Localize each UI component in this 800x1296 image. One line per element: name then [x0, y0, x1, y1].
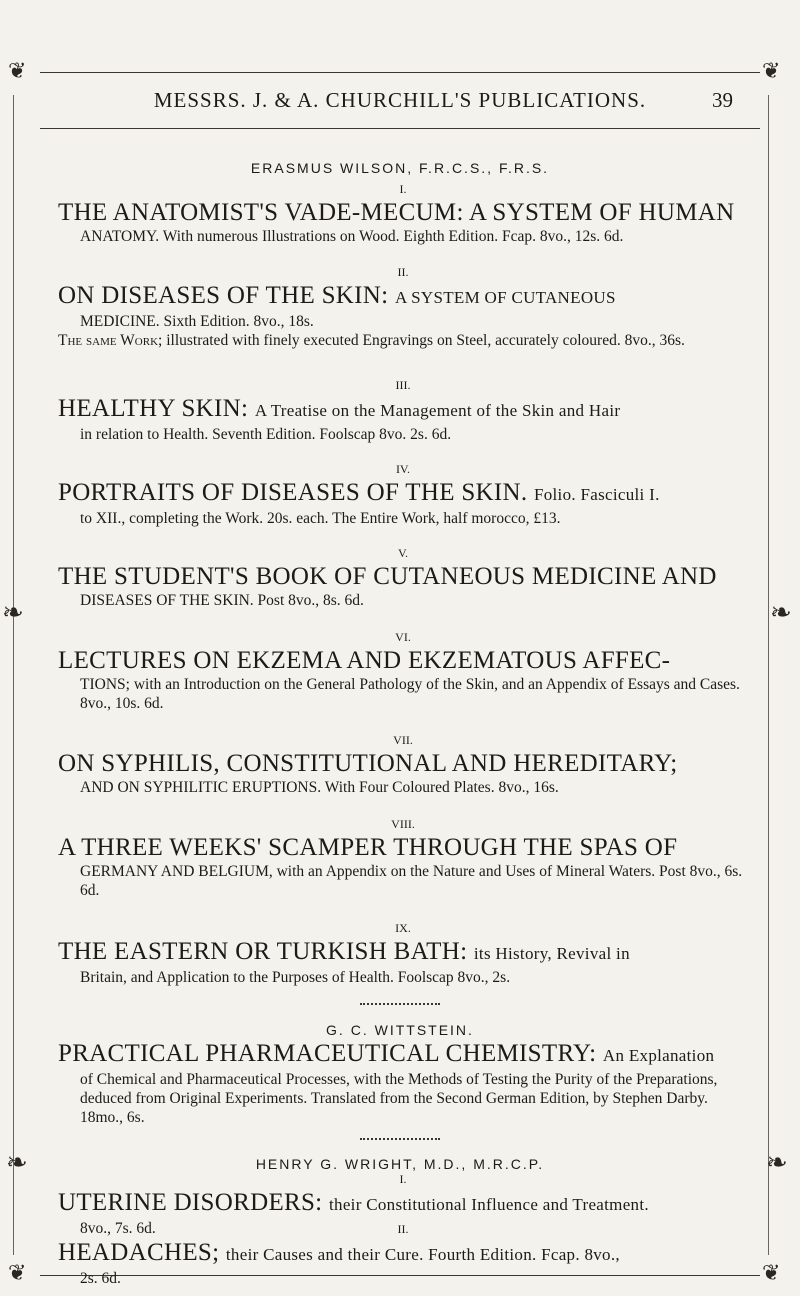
corner-ornament-icon: ❦ — [762, 1260, 781, 1285]
entry-subtitle: their Causes and their Cure. Fourth Edition. Fcap. 8vo., — [225, 1245, 620, 1264]
catalogue-entry — [58, 817, 748, 900]
entry-description: in relation to Health. Seventh Edition. Foolscap 8vo. 2s. 6d. — [80, 426, 452, 443]
entry-subtitle: Folio. Fasciculi I. — [533, 485, 660, 504]
entry-description: to XII., completing the Work. 20s. each. The Entire Work, half morocco, £13. — [80, 510, 561, 527]
entry-title: LECTURES ON EKZEMA AND EKZEMATOUS AFFEC- — [58, 647, 671, 674]
author-heading: ERASMUS WILSON, F.R.C.S., F.R.S. — [250, 160, 550, 176]
catalogue-entry — [58, 921, 748, 987]
entry-title: HEALTHY SKIN: — [58, 395, 249, 422]
catalogue-entry — [58, 265, 748, 350]
entry-description: GERMANY AND BELGIUM, with an Appendix on the Nature and Uses of Mineral Waters. Post 8vo., 6s. 6d. — [80, 863, 743, 899]
catalogue-entry — [58, 462, 748, 528]
catalogue-entry — [58, 182, 748, 246]
entry-number: VIII. — [391, 817, 415, 831]
corner-ornament-icon: ❦ — [8, 1260, 27, 1285]
entry-description: Britain, and Application to the Purposes of Health. Foolscap 8vo., 2s. — [80, 969, 511, 986]
entry-number: II. — [397, 265, 409, 279]
side-ornament-icon: ❧ — [770, 598, 792, 627]
catalogue-entry — [58, 630, 748, 713]
corner-ornament-icon: ❦ — [762, 58, 781, 83]
author-heading: HENRY G. WRIGHT, M.D., M.R.C.P. — [255, 1156, 545, 1172]
catalogue-entry — [58, 546, 748, 610]
entry-number: VII. — [393, 733, 413, 747]
entry-title: A THREE WEEKS' SCAMPER THROUGH THE SPAS OF — [58, 834, 678, 861]
entry-subtitle: A Treatise on the Management of the Skin and Hair — [254, 401, 621, 420]
entry-subtitle: its History, Revival in — [473, 944, 630, 963]
entry-title: ON DISEASES OF THE SKIN: — [58, 282, 389, 309]
corner-ornament-icon: ❦ — [8, 58, 27, 83]
running-header: MESSRS. J. & A. CHURCHILL'S PUBLICATIONS. — [153, 88, 647, 112]
entry-title: UTERINE DISORDERS: — [58, 1189, 323, 1216]
entry-subtitle: An Explanation — [602, 1046, 715, 1065]
catalogue-entry — [58, 733, 748, 797]
entry-number: VI. — [395, 630, 411, 644]
left-border-rule — [13, 95, 14, 1255]
entry-description: TIONS; with an Introduction on the General Pathology of the Skin, and an Appendix of Essays and Cases. 8vo., 10s. 6d. — [80, 676, 740, 712]
entry-title: PORTRAITS OF DISEASES OF THE SKIN. — [58, 479, 528, 506]
entry-description: 2s. 6d. — [80, 1270, 121, 1287]
entry-subtitle: their Constitutional Influence and Treatment. — [329, 1195, 649, 1214]
entry-title: THE STUDENT'S BOOK OF CUTANEOUS MEDICINE AND — [58, 563, 717, 590]
entry-number: II. — [397, 1222, 409, 1236]
side-ornament-icon: ❧ — [766, 1148, 788, 1177]
entry-title: THE ANATOMIST'S VADE-MECUM: A SYSTEM OF HUMAN — [58, 199, 735, 226]
entry-title: ON SYPHILIS, CONSTITUTIONAL AND HEREDITARY; — [58, 750, 678, 777]
entry-title: PRACTICAL PHARMACEUTICAL CHEMISTRY: — [58, 1040, 597, 1067]
catalogue-entry — [58, 1040, 748, 1127]
entry-number: III. — [395, 378, 411, 392]
catalogue-entry — [58, 1222, 748, 1288]
entry-number: V. — [397, 546, 409, 560]
side-ornament-icon: ❧ — [6, 1148, 28, 1177]
top-rule — [40, 72, 760, 73]
entry-number: IX. — [395, 921, 411, 935]
entry-description: MEDICINE. Sixth Edition. 8vo., 18s. — [80, 313, 314, 330]
entry-description-extra: illustrated with finely executed Engravings on Steel, accurately coloured. 8vo., 36s. — [166, 332, 685, 349]
entry-number: I. — [399, 1172, 407, 1186]
entry-lead: The same Work; — [58, 332, 163, 349]
entry-description: AND ON SYPHILITIC ERUPTIONS. With Four Coloured Plates. 8vo., 16s. — [80, 779, 559, 796]
page-number: 39 — [712, 88, 733, 112]
entry-title: HEADACHES; — [58, 1239, 220, 1266]
right-border-rule — [768, 95, 769, 1255]
entry-subtitle: A SYSTEM OF CUTANEOUS — [394, 288, 616, 307]
header-rule — [40, 128, 760, 129]
entry-description: of Chemical and Pharmaceutical Processes, with the Methods of Testing the Purity of the Preparations, deduced from Original Experiments. Translated from the Second German Edition, by Stephen Darby. 18mo., 6s. — [80, 1071, 718, 1126]
entry-description: DISEASES OF THE SKIN. Post 8vo., 8s. 6d. — [80, 592, 364, 609]
entry-title: THE EASTERN OR TURKISH BATH: — [58, 938, 468, 965]
section-separator — [360, 1138, 440, 1140]
entry-number: IV. — [395, 462, 411, 476]
side-ornament-icon: ❧ — [2, 598, 24, 627]
entry-number: I. — [399, 182, 407, 196]
entry-description: 8vo., 7s. 6d. — [80, 1220, 156, 1237]
author-heading: G. C. WITTSTEIN. — [326, 1022, 474, 1038]
entry-description: ANATOMY. With numerous Illustrations on Wood. Eighth Edition. Fcap. 8vo., 12s. 6d. — [80, 228, 624, 245]
section-separator — [360, 1003, 440, 1005]
catalogue-entry — [58, 378, 748, 444]
